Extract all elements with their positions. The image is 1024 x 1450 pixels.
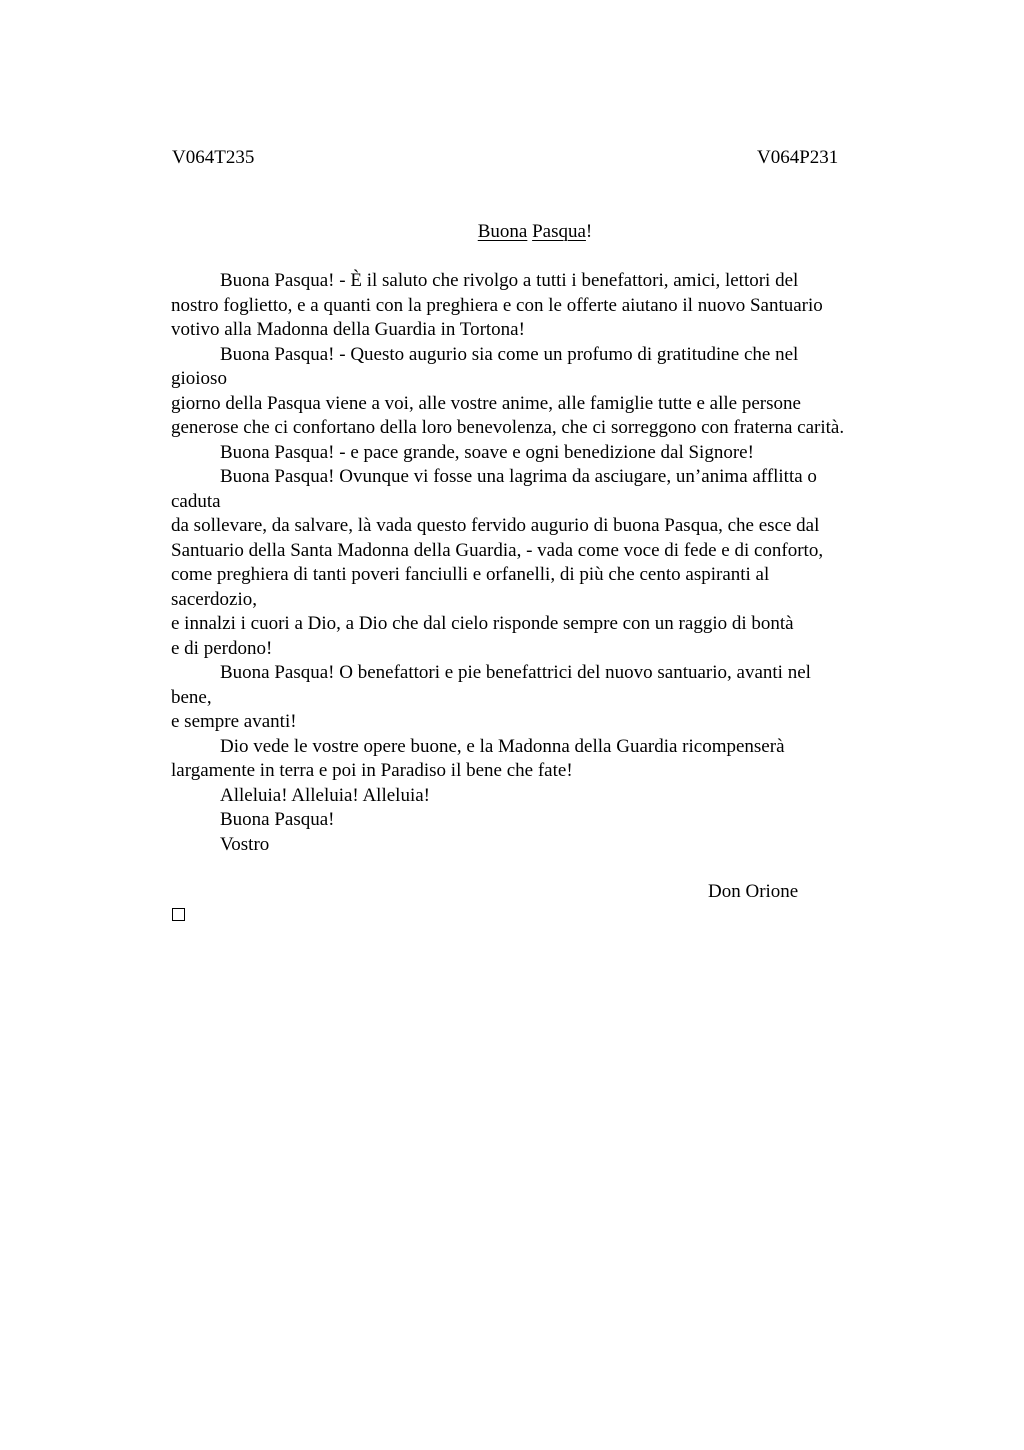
body-line: Buona Pasqua! - Questo augurio sia come un profumo di gratitudine che nel bbox=[220, 343, 799, 365]
document-title bbox=[0, 220, 1024, 244]
body-line: caduta bbox=[171, 490, 221, 512]
body-line: e innalzi i cuori a Dio, a Dio che dal cielo risponde sempre con un raggio di bontà bbox=[171, 613, 794, 634]
body-line: gioioso bbox=[171, 368, 227, 389]
body-line: Buona Pasqua! O benefattori e pie benefattrici del nuovo santuario, avanti nel bbox=[220, 662, 811, 683]
body-line: generose che ci confortano della loro benevolenza, che ci sorreggono con fraterna carità. bbox=[171, 417, 845, 438]
body-line: Santuario della Santa Madonna della Guardia, - vada come voce di fede e di conforto, bbox=[171, 539, 824, 561]
document-code-right: V064P231 bbox=[757, 147, 839, 168]
signature: Don Orione bbox=[708, 881, 799, 902]
body-line: Dio vede le vostre opere buone, e la Madonna della Guardia ricompenserà bbox=[220, 735, 785, 757]
body-line: da sollevare, da salvare, là vada questo fervido augurio di buona Pasqua, che esce dal bbox=[171, 515, 820, 536]
body-line: e di perdono! bbox=[171, 637, 273, 659]
body-line: sacerdozio, bbox=[171, 588, 257, 610]
body-line: votivo alla Madonna della Guardia in Tortona! bbox=[171, 319, 525, 340]
title-word-pasqua: Pasqua bbox=[532, 221, 586, 242]
body-line: nostro foglietto, e a quanti con la preghiera e con le offerte aiutano il nuovo Santuario bbox=[171, 294, 823, 316]
body-line: giorno della Pasqua viene a voi, alle vostre anime, alle famiglie tutte e alle persone bbox=[171, 392, 801, 414]
document-code-left: V064T235 bbox=[172, 147, 255, 168]
body-line: Vostro bbox=[220, 833, 270, 855]
empty-square-icon bbox=[172, 908, 185, 921]
body-line: e sempre avanti! bbox=[171, 711, 297, 732]
body-line: come preghiera di tanti poveri fanciulli e orfanelli, di più che cento aspiranti al bbox=[171, 564, 770, 585]
body-line: Buona Pasqua! bbox=[220, 809, 335, 830]
body-line: Buona Pasqua! Ovunque vi fosse una lagrima da asciugare, un’anima afflitta o bbox=[220, 466, 817, 487]
body-line: Buona Pasqua! - e pace grande, soave e ogni benedizione dal Signore! bbox=[220, 441, 754, 463]
body-line: Alleluia! Alleluia! Alleluia! bbox=[220, 784, 430, 806]
title-word-buona: Buona bbox=[477, 221, 528, 242]
title-exclamation: ! bbox=[585, 221, 593, 242]
letter-body bbox=[171, 269, 911, 857]
body-line: largamente in terra e poi in Paradiso il bene che fate! bbox=[171, 760, 573, 781]
body-line: bene, bbox=[171, 686, 212, 708]
body-line: Buona Pasqua! - È il saluto che rivolgo a tutti i benefattori, amici, lettori del bbox=[220, 270, 799, 291]
